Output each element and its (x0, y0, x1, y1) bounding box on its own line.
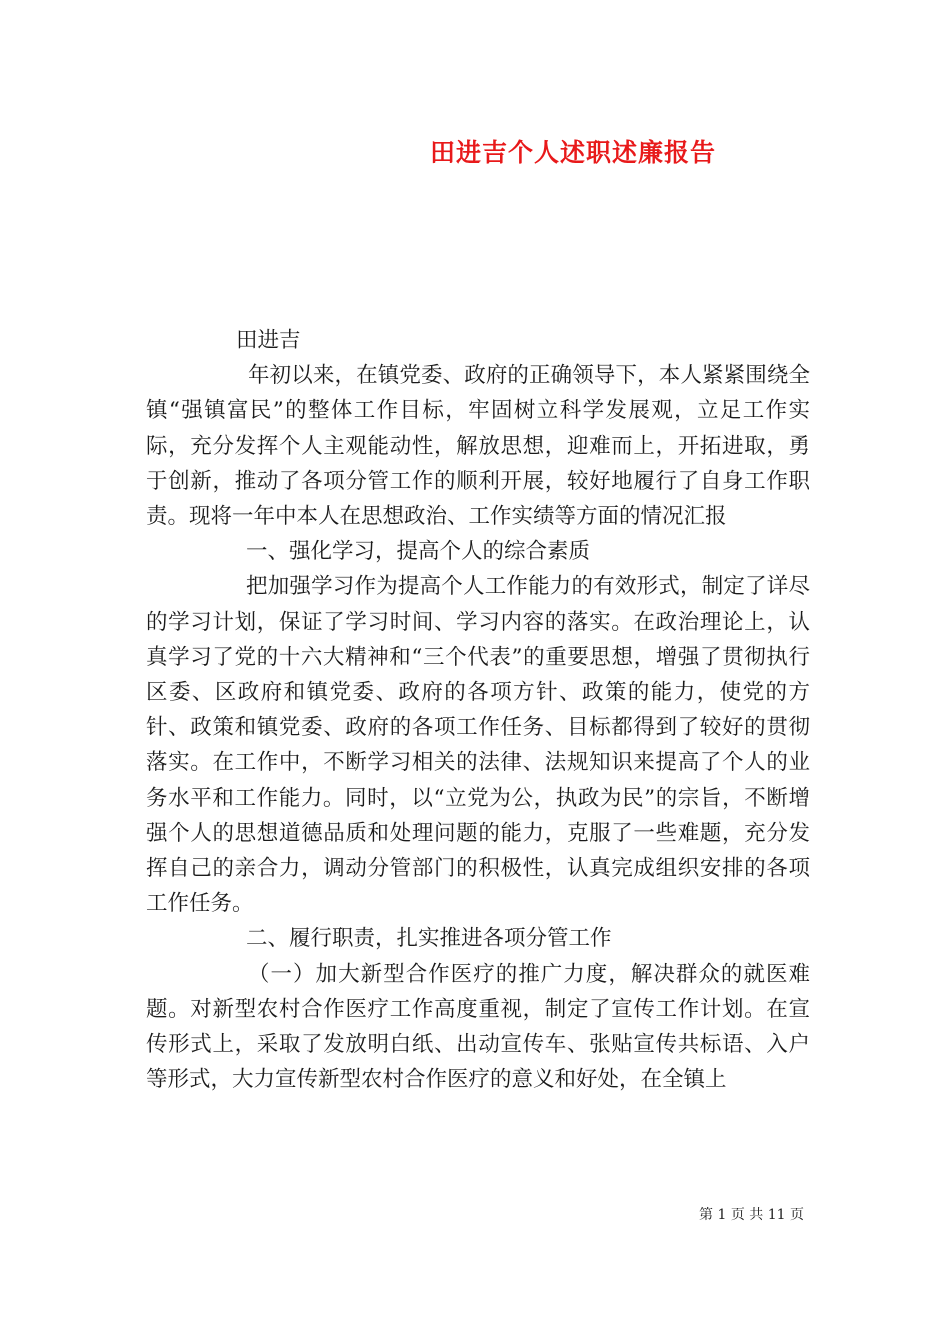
document-title: 田进吉个人述职述廉报告 (430, 138, 717, 167)
section-heading-1: 一、强化学习，提高个人的综合素质 (246, 539, 591, 565)
section-1-paragraph: 把加强学习作为提高个人工作能力的有效形式，制定了详尽的学习计划，保证了学习时间、学习内容的落实。在政治理论上，认真学习了党的十六大精神和“三个代表”的重要思想，增强了贯彻执行区委、区政府和镇党委、政府的各项方针、政策的能力，使党的方针、政策和镇党委、政府的各项工作任务、目标都得到了较好的贯彻落实。在工作中，不断学习相关的法律、法规知识来提高了个人的业务水平和工作能力。同时，以“立党为公，执政为民”的宗旨，不断增强个人的思想道德品质和处理问题的能力，克服了一些难题，充分发挥自己的亲合力，调动分管部门的积极性，认真完成组织安排的各项工作任务。 (146, 574, 810, 917)
author-line: 田进吉 (236, 328, 301, 353)
intro-paragraph: 年初以来，在镇党委、政府的正确领导下，本人紧紧围绕全镇“强镇富民”的整体工作目标，牢固树立科学发展观，立足工作实际，充分发挥个人主观能动性，解放思想，迎难而上，开拓进取，勇于创新，推动了各项分管工作的顺利开展，较好地履行了自身工作职责。现将一年中本人在思想政治、工作实绩等方面的情况汇报 (146, 363, 810, 530)
page-number-footer: 第 1 页 共 11 页 (699, 1207, 804, 1223)
section-heading-2: 二、履行职责，扎实推进各项分管工作 (246, 926, 612, 952)
document-body (146, 323, 810, 1097)
subsection-1-paragraph: （一）加大新型合作医疗的推广力度，解决群众的就医难题。对新型农村合作医疗工作高度重视，制定了宣传工作计划。在宣传形式上，采取了发放明白纸、出动宣传车、张贴宣传共标语、入户等形式，大力宣传新型农村合作医疗的意义和好处，在全镇上 (146, 961, 810, 1093)
